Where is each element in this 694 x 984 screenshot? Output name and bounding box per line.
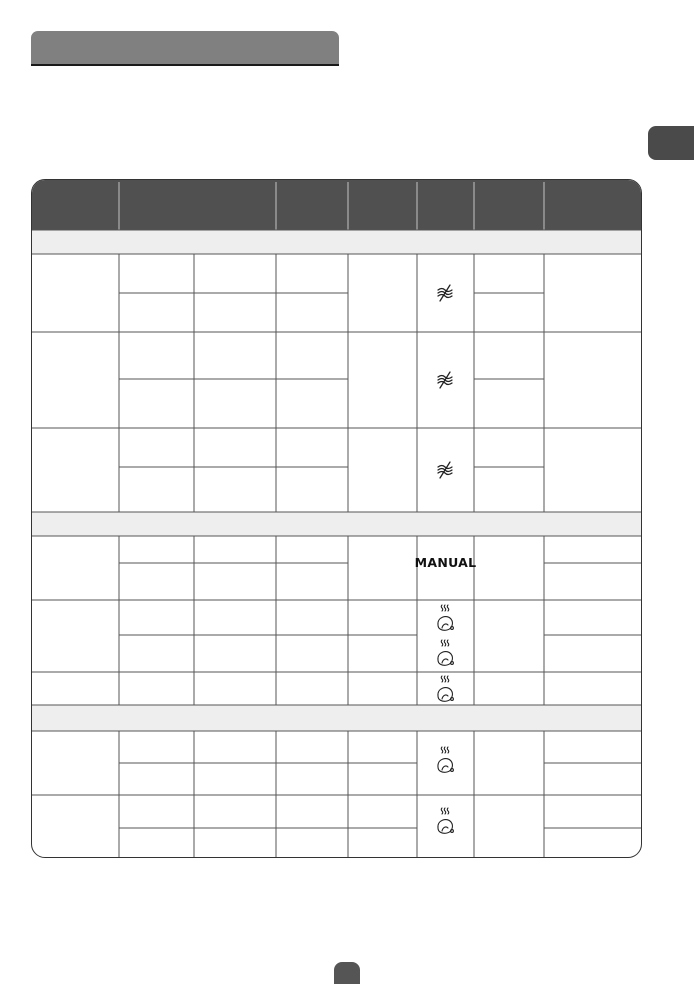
language-tab[interactable] — [648, 126, 694, 160]
no-steam-icon — [438, 372, 452, 388]
cooking-table — [31, 179, 642, 858]
section-title-bar — [31, 31, 339, 66]
steam-chicken-icon — [438, 808, 453, 833]
no-steam-icon — [438, 462, 452, 478]
steam-chicken-icon — [438, 747, 453, 772]
steam-chicken-icon — [438, 605, 453, 630]
section-band-2 — [32, 512, 642, 536]
steam-chicken-icon — [438, 676, 453, 701]
section-band-1 — [32, 230, 642, 254]
page-number-tab — [334, 962, 360, 984]
no-steam-icon — [438, 285, 452, 301]
manual-mode-label: MANUAL — [414, 555, 477, 570]
table-header — [32, 180, 642, 230]
section-band-3 — [32, 705, 642, 731]
cooking-table-grid — [32, 180, 642, 858]
steam-chicken-icon — [438, 640, 453, 665]
